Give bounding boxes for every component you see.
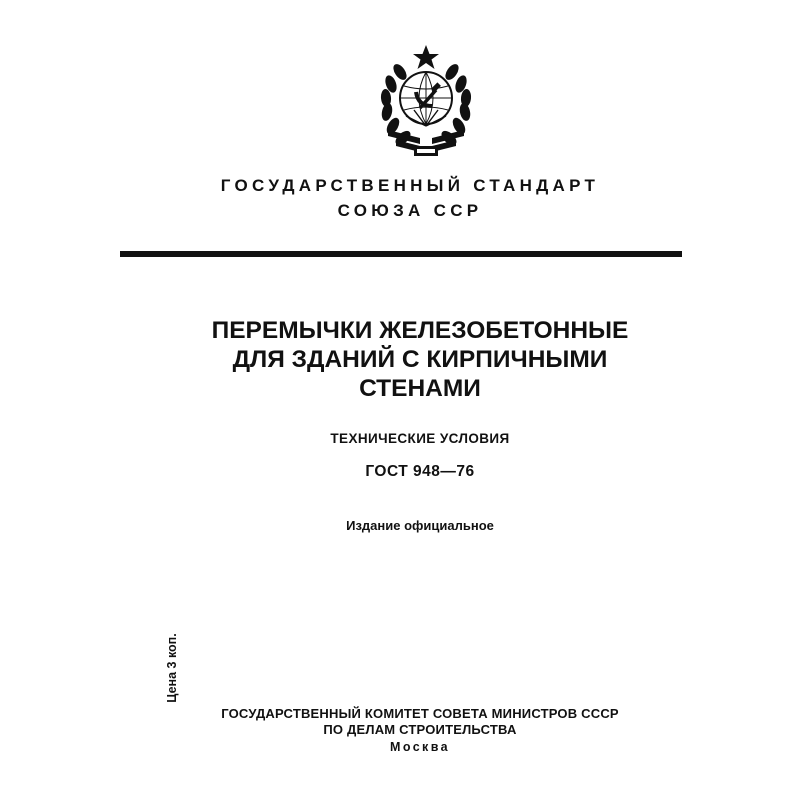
title-line-2: ДЛЯ ЗДАНИЙ С КИРПИЧНЫМИ [232, 346, 608, 373]
header-line-1: ГОСУДАРСТВЕННЫЙ СТАНДАРТ [220, 176, 600, 195]
title-line-3: СТЕНАМИ [359, 375, 481, 402]
header-line-2: СОЮЗА ССР [337, 201, 483, 220]
document-subtitle: ТЕХНИЧЕСКИЕ УСЛОВИЯ [330, 431, 510, 446]
publisher-city: Москва [390, 740, 450, 754]
document-title [150, 316, 690, 403]
price-text: Цена 3 коп. [165, 633, 179, 703]
publisher-line-2: ПО ДЕЛАМ СТРОИТЕЛЬСТВА [323, 722, 517, 737]
title-line-1: ПЕРЕМЫЧКИ ЖЕЛЕЗОБЕТОННЫЕ [211, 317, 629, 344]
publisher-line-1: ГОСУДАРСТВЕННЫЙ КОМИТЕТ СОВЕТА МИНИСТРОВ СССР [221, 706, 619, 721]
edition-note: Издание официальное [346, 518, 494, 533]
ussr-coat-of-arms-icon [370, 42, 482, 162]
horizontal-rule [120, 251, 682, 257]
standard-number: ГОСТ 948—76 [365, 463, 475, 480]
